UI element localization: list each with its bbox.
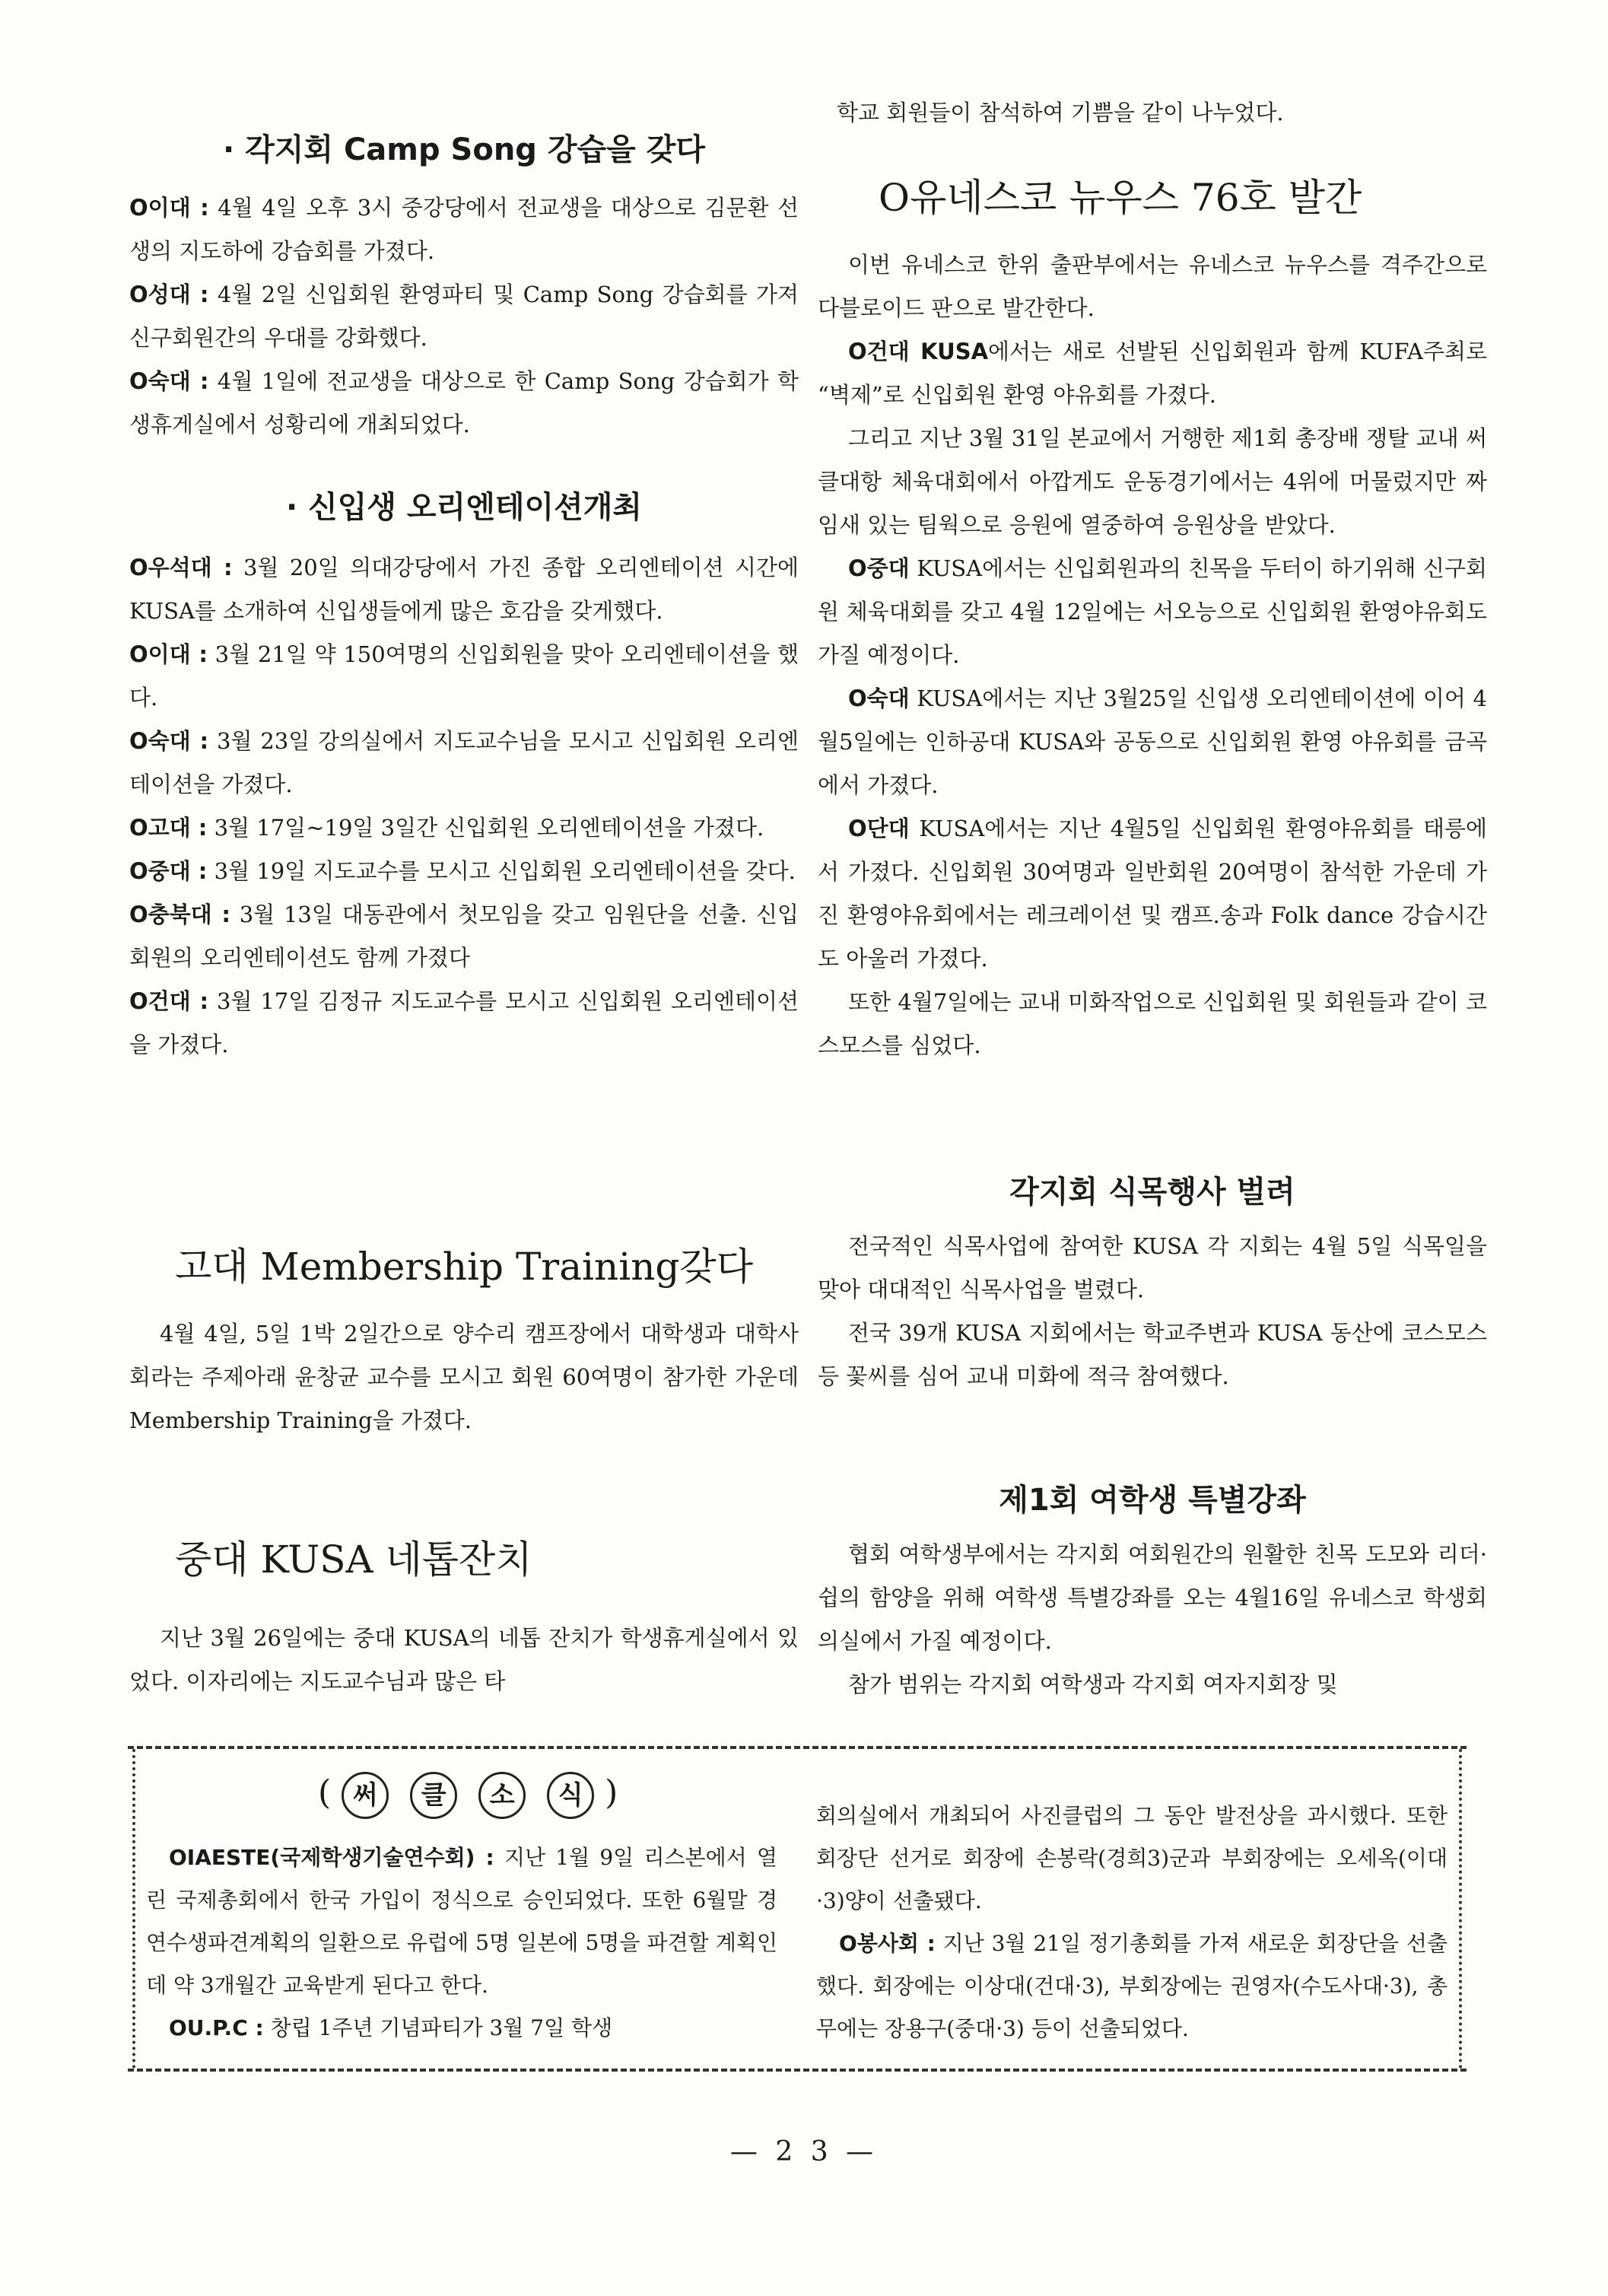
tree-planting-body (818, 1225, 1487, 1398)
news-para-4: O중대 KUSA에서는 신입회원과의 친목을 두터이 하기위해 신구회원 체육대회를 갖고 4월 12일에는 서오능으로 신입회원 환영야유회도 가질 예정이다. (818, 555, 1487, 668)
news-para-6: O단대 KUSA에서는 지난 4월5일 신입회원 환영야유회를 태릉에서 가졌다. 신입회원 30여명과 일반회원 20여명이 참석한 가운데 가진 환영야유회에서는 레크레이션 및 캠프.송과 Folk dance 강습시간도 아울러 가졌다. (818, 816, 1487, 972)
news-para-3: 그리고 지난 3월 31일 본교에서 거행한 제1회 총장배 쟁탈 교내 써클대항 체육대회에서 아깝게도 운동경기에서는 4위에 머물렀지만 짜임새 있는 팀웍으로 응원에 열중하여 응원상을 받았다. (818, 425, 1487, 538)
unesco-news-heading: O유네스코 뉴우스 76호 발간 (879, 176, 1362, 220)
continued-text: 학교 회원들이 참석하여 기쁨을 같이 나누었다. (837, 100, 1284, 126)
lecture-para-2: 참가 범위는 각지회 여학생과 각지회 여자지회장 및 (848, 1671, 1338, 1697)
lecture-body (818, 1533, 1487, 1706)
camp-item-ewha: O이대 : 4월 4일 오후 3시 중강당에서 전교생을 대상으로 김문환 선생의 지도하에 강습회를 가졌다. (129, 195, 799, 264)
orientation-body (129, 546, 799, 1067)
circle-char-2: 클 (410, 1772, 457, 1819)
news-para-5: O숙대 KUSA에서는 지난 3월25일 신입생 오리엔테이션에 이어 4월5일에는 인하공대 KUSA와 공동으로 신입회원 환영 야유회를 금곡에서 가졌다. (818, 685, 1487, 798)
membership-training-heading: 고대 Membership Training갖다 (175, 1245, 753, 1289)
circle-char-4: 식 (547, 1772, 594, 1819)
party-body (129, 1617, 799, 1703)
unesco-news-body (818, 243, 1487, 1067)
circle-news-box (128, 1746, 1467, 2072)
orient-item-sookdae: O숙대 : 3월 23일 강의실에서 지도교수님을 모시고 신입회원 오리엔테이션을 가졌다. (129, 728, 799, 797)
page-number: — 2 3 — (729, 2136, 879, 2167)
camp-song-body (129, 186, 799, 447)
orient-item-gundae: O건대 : 3월 17일 김정규 지도교수를 모시고 신입회원 오리엔테이션을 가졌다. (129, 988, 799, 1057)
circle-news-left (146, 1836, 777, 2050)
camp-item-sungdae: O성대 : 4월 2일 신입회원 환영파티 및 Camp Song 강습회를 가져 신구회원간의 우대를 강화했다. (129, 281, 799, 351)
news-para-2: O건대 KUSA에서는 새로 선발된 신입회원과 함께 KUFA주최로 “벽제”로 신입회원 환영 야유회를 가졌다. (818, 339, 1487, 408)
upc-paragraph: OU.P.C : 창립 1주년 기념파티가 3월 7일 학생 (169, 2015, 613, 2040)
orient-item-wooseok: O우석대 : 3월 20일 의대강당에서 가진 종합 오리엔테이션 시간에 KUSA를 소개하여 신입생들에게 많은 호감을 갖게했다. (129, 555, 799, 624)
party-paragraph: 지난 3월 26일에는 중대 KUSA의 네톱 잔치가 학생휴게실에서 있었다. 이자리에는 지도교수님과 많은 타 (129, 1625, 799, 1694)
camp-item-sookdae: O숙대 : 4월 1일에 전교생을 대상으로 한 Camp Song 강습회가 학생휴게실에서 성황리에 개최되었다. (129, 368, 799, 437)
lecture-heading: 제1회 여학생 특별강좌 (999, 1483, 1306, 1518)
upc-continued-paragraph: 회의실에서 개최되어 사진클럽의 그 동안 발전상을 과시했다. 또한 회장단 선거로 회장에 손봉락(경희3)군과 부회장에는 오세옥(이대·3)양이 선출됐다. (816, 1803, 1448, 1913)
orientation-heading: · 신입생 오리엔테이션개최 (285, 490, 643, 525)
service-club-paragraph: O봉사회 : 지난 3월 21일 정기총회를 가져 새로운 회장단을 선출했다. 회장에는 이상대(건대·3), 부회장에는 권영자(수도사대·3), 총무에는 장용구(중대·3) 등이 선출되었다. (816, 1931, 1448, 2041)
iaeste-paragraph: OIAESTE(국제학생기술연수회) : 지난 1월 9일 리스본에서 열린 국제총회에서 한국 가입이 정식으로 승인되었다. 또한 6월말 경 연수생파견계획의 일환으로 유럽에 5명 일본에 5명을 파견할 계획인데 약 3개월간 교육받게 된다고 한다. (146, 1845, 777, 1998)
orient-item-jungdae: O중대 : 3월 19일 지도교수를 모시고 신입회원 오리엔테이션을 갖다. (129, 858, 796, 884)
circle-char-3: 소 (478, 1772, 526, 1819)
membership-training-body (129, 1312, 799, 1442)
orient-item-godae: O고대 : 3월 17일~19일 3일간 신입회원 오리엔테이션을 가졌다. (129, 815, 764, 841)
orient-item-chungbuk: O충북대 : 3월 13일 대동관에서 첫모임을 갖고 임원단을 선출. 신입회원의 오리엔테이션도 함께 가졌다 (129, 902, 799, 971)
camp-song-heading: · 각지회 Camp Song 강습을 갖다 (222, 132, 705, 167)
tree-para-2: 전국 39개 KUSA 지회에서는 학교주변과 KUSA 동산에 코스모스등 꽃씨를 심어 교내 미화에 적극 참여했다. (818, 1320, 1487, 1389)
news-para-1: 이번 유네스코 한위 출판부에서는 유네스코 뉴우스를 격주간으로 다블로이드 판으로 발간한다. (818, 252, 1487, 321)
circle-news-heading: ( 써 클 소 식 ) (318, 1772, 618, 1819)
party-heading: 중대 KUSA 네톱잔치 (175, 1538, 532, 1582)
tree-planting-heading: 각지회 식목행사 벌려 (1009, 1175, 1295, 1210)
circle-char-1: 써 (342, 1772, 389, 1819)
mt-paragraph: 4월 4일, 5일 1박 2일간으로 양수리 캠프장에서 대학생과 대학사회라는 주제아래 윤창균 교수를 모시고 회원 60여명이 참가한 가운데 Membership Training을 가졌다. (129, 1321, 799, 1433)
lecture-para-1: 협회 여학생부에서는 각지회 여회원간의 원활한 친목 도모와 리더·쉽의 함양을 위해 여학생 특별강좌를 오는 4월16일 유네스코 학생회의실에서 가질 예정이다. (818, 1541, 1487, 1654)
news-para-7: 또한 4월7일에는 교내 미화작업으로 신입회원 및 회원들과 같이 코스모스를 심었다. (818, 989, 1487, 1058)
circle-news-right (816, 1795, 1448, 2050)
orient-item-ewha: O이대 : 3월 21일 약 150여명의 신입회원을 맞아 오리엔테이션을 했다. (129, 641, 799, 711)
tree-para-1: 전국적인 식목사업에 참여한 KUSA 각 지회는 4월 5일 식목일을 맞아 대대적인 식목사업을 벌렸다. (818, 1233, 1487, 1302)
